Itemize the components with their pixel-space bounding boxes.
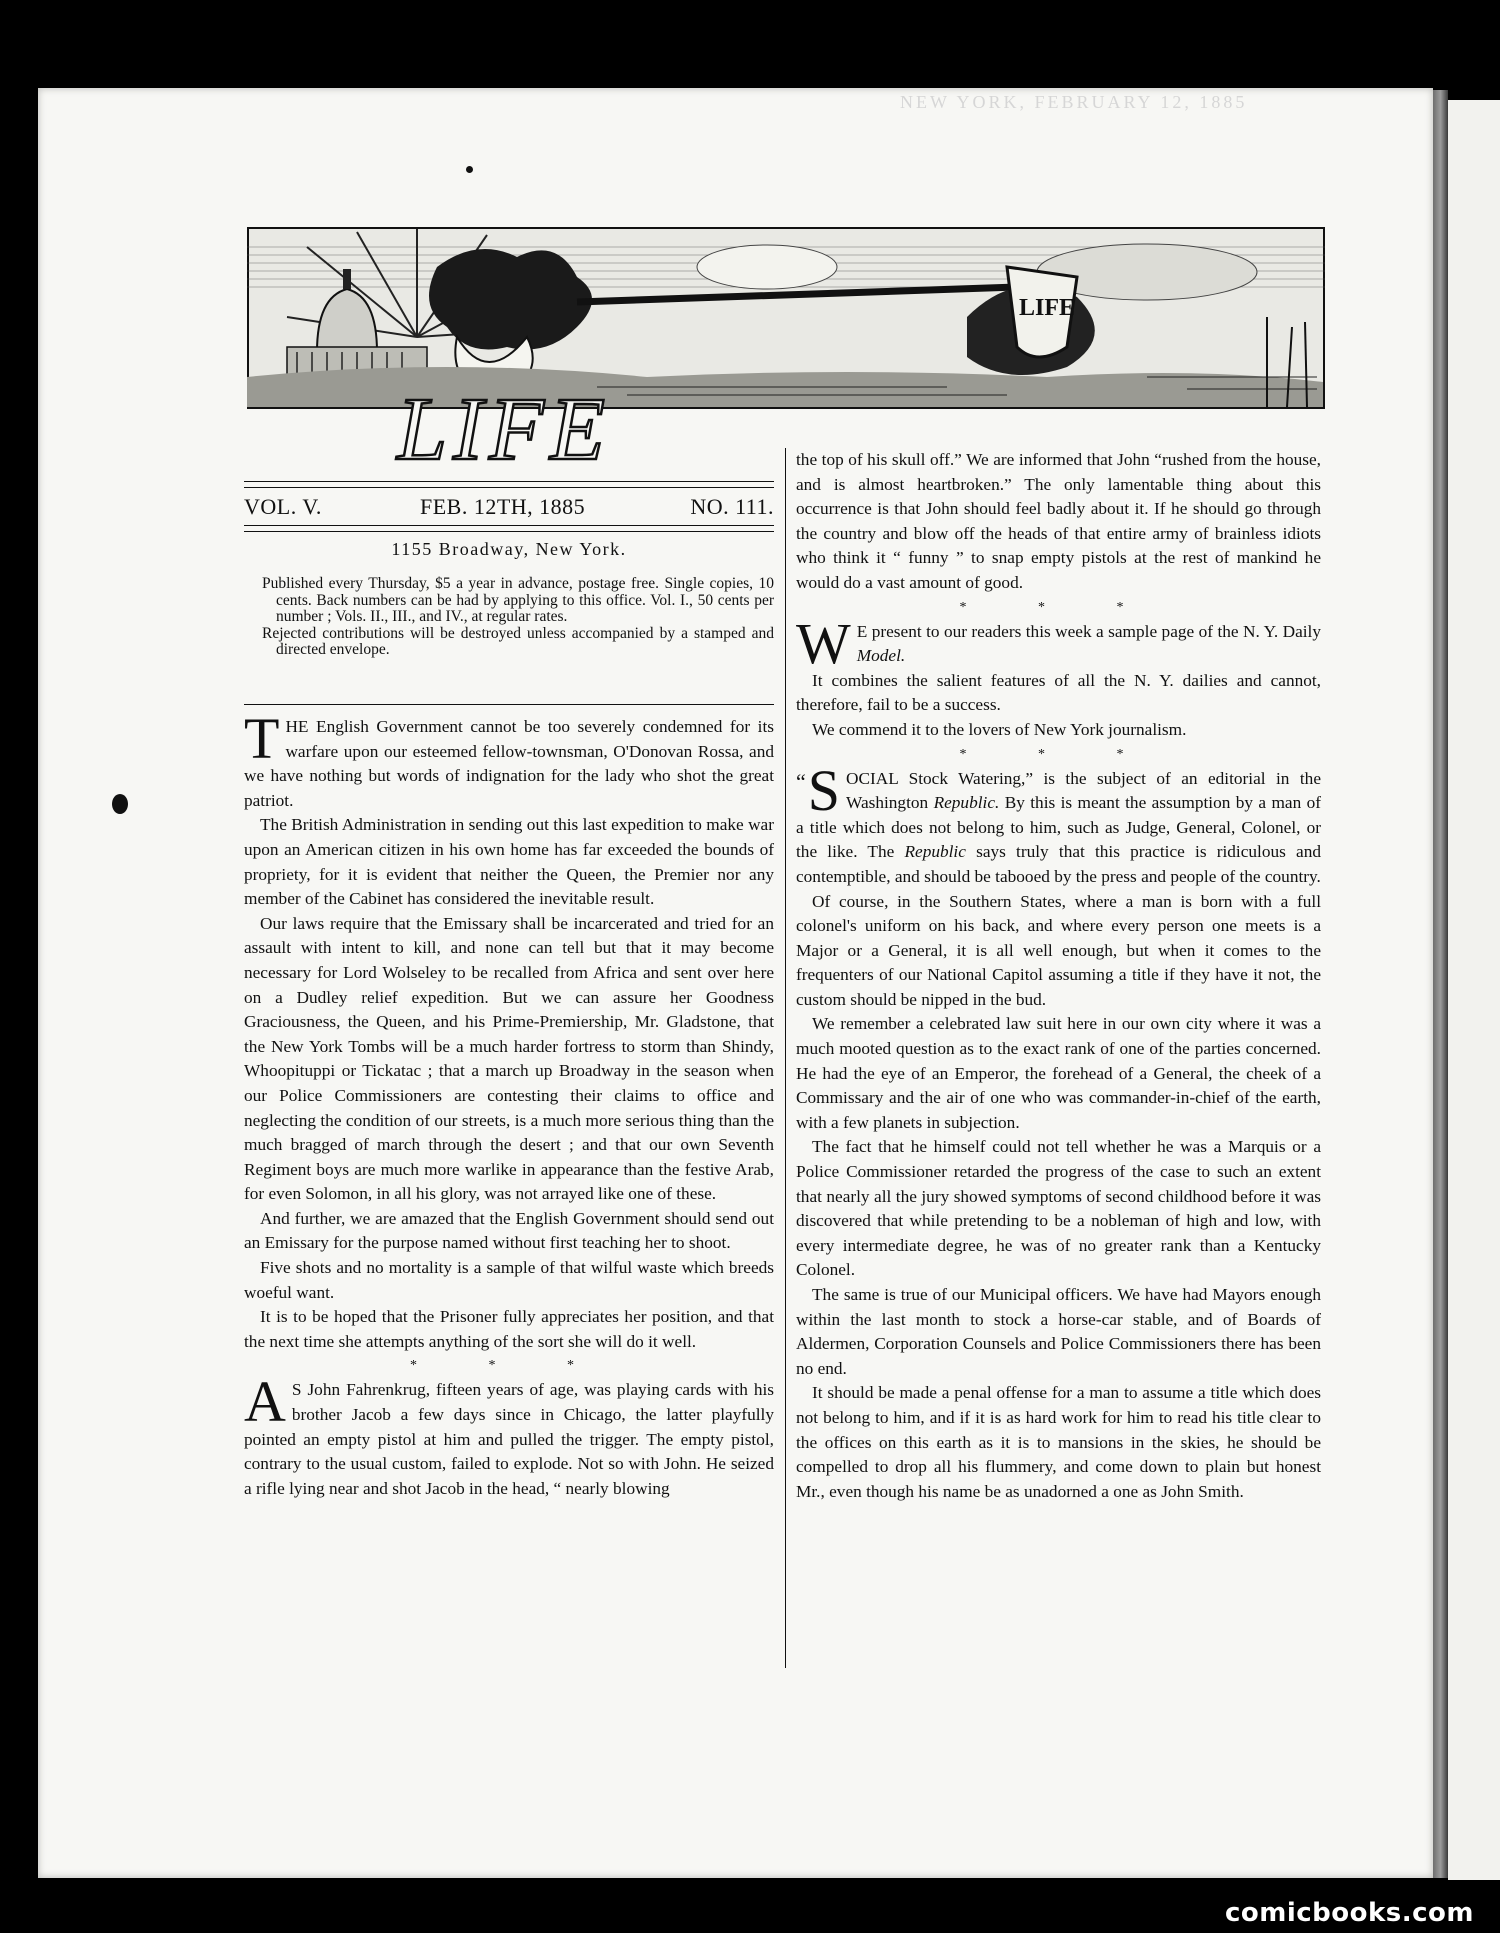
model-paragraph-3: We commend it to the lovers of New York journalism. <box>812 719 1187 739</box>
drop-cap-s: S <box>807 757 841 823</box>
left-column <box>244 706 774 1501</box>
life-logo: LIFE <box>397 380 611 465</box>
subscription-notice <box>262 576 774 659</box>
model-lead-text: E present to our readers this week a sample page of the N. Y. Daily <box>856 621 1321 641</box>
social-paragraph-same: The same is true of our Municipal officers. We have had Mayors enough within the last month to stock a horse-car stable, and of Boards of Aldermen, Corporation Counsels and Police Commissioners there has been no end. <box>796 1285 1321 1378</box>
masthead-rule-bottom-2 <box>244 531 774 532</box>
ink-blot <box>112 794 128 814</box>
masthead-rule-top-2 <box>244 487 774 488</box>
bleed-through-running-head: NEW YORK, FEBRUARY 12, 1885 <box>900 92 1248 112</box>
john-lead-text: S John Fahrenkrug, fifteen years of age, was playing cards with his brother Jacob a few days since in Chicago, the latter playfully pointed an empty pistol at him and pulled the trigger. The empty pistol, contrary to the usual custom, failed to explode. Not so with John. He seized a rifle lying near and shot Jacob in the head, “ nearly blowing <box>244 1380 774 1498</box>
right-column <box>796 448 1321 1504</box>
masthead-engraving <box>247 227 1325 465</box>
volume-label: VOL. V. <box>244 494 322 519</box>
section-separator: * * * <box>959 746 1158 762</box>
drop-cap-a: A <box>244 1369 286 1435</box>
john-article-lead <box>244 1369 774 1501</box>
rossa-paragraph-6: It is to be hoped that the Prisoner fully appreciates her position, and that the next time she attempts anything of the sort she will do it well. <box>244 1307 774 1351</box>
model-title: Model. <box>856 646 906 666</box>
social-lead-text-b: By this is meant the assumption by a man of a title which does not belong to him, such as Judge, General, Colonel, or the like. The <box>796 793 1321 862</box>
social-paragraph-penal: It should be made a penal offense for a man to assume a title which does not belong to him, and if it is as hard work for him to read his title clear to the offices on this earth as it is to mansions in the skies, he should be compelled to drop all his flummery, and come down to plain but honest Mr., even though his name be as unadorned a one as John Smith. <box>796 1383 1321 1501</box>
binding-hole-top <box>466 166 473 173</box>
social-paragraph-remember: We remember a celebrated law suit here in our own city where it was a much mooted question as to the exact rank of one of the parties concerned. He had the eye of an Emperor, the forehead of a General, the cheek of a Commissary and the air of one who was commander-in-chief of the earth, with a few planets in subjection. <box>796 1014 1321 1132</box>
shield-logo: LIFE <box>1019 295 1076 321</box>
issue-number: NO. 111. <box>690 494 774 519</box>
notice-terms: Published every Thursday, $5 a year in advance, postage free. Single copies, 10 cents. Back numbers can be had by applying to this office. Vol. I., 50 cents per number ; Vols. II., III., and IV., at regular rates. <box>262 575 774 625</box>
john-article-continued: the top of his skull off.” We are informed that John “rushed from the house, and is almost heartbroken.” The only lamentable thing about this occurrence is that John should feel badly about it. If he should go through the country and blow off the heads of that entire army of brainless idiots who think it “ funny ” to snap empty pistols at the rest of mankind he would do a vast amount of good. <box>796 450 1321 592</box>
drop-cap-w: W <box>796 610 851 676</box>
republic-title-2: Republic <box>904 842 966 862</box>
social-lead-text-a: OCIAL Stock Watering,” is the subject of an editorial in the Washington <box>846 768 1321 813</box>
republic-title-1: Republic. <box>933 793 1000 813</box>
model-paragraph-2: It combines the salient features of all the N. Y. dailies and cannot, therefore, fail to be a success. <box>796 670 1321 715</box>
column-divider <box>785 448 786 1668</box>
rossa-paragraph-4: And further, we are amazed that the English Government should send out an Emissary for the purpose named without first teaching her to shoot. <box>244 1208 774 1253</box>
issue-date: FEB. 12TH, 1885 <box>420 494 586 519</box>
adjacent-page-strip <box>1448 100 1500 1880</box>
social-lead-text-c: says truly that this practice is ridiculous and contemptible, and should be tabooed by the press and people of the country. <box>796 842 1321 886</box>
model-article-lead <box>796 610 1321 676</box>
social-article-lead <box>796 757 1321 890</box>
notice-rejected: Rejected contributions will be destroyed unless accompanied by a stamped and directed envelope. <box>262 624 774 658</box>
section-separator: * * * <box>410 1358 608 1374</box>
masthead-illustration <box>247 227 1325 465</box>
masthead-rule-bottom <box>244 525 774 526</box>
notice-rule <box>244 704 774 705</box>
rossa-paragraph-5: Five shots and no mortality is a sample of that wilful waste which breeds woeful want. <box>244 1258 774 1302</box>
opening-quote: “ <box>796 768 806 794</box>
site-watermark: comicbooks.com <box>1224 1898 1474 1928</box>
drop-cap-t: T <box>244 706 280 771</box>
publisher-address: 1155 Broadway, New York. <box>391 539 627 559</box>
social-paragraph-fact: The fact that he himself could not tell whether he was a Marquis or a Police Commissioner retarded the progress of the case to such an extent that nearly all the jury showed symptoms of second childhood before it was discovered that while pretending to be a nobleman of high and low, with every intermediate degree, he was of no greater rank than a Kentucky Colonel. <box>796 1137 1321 1280</box>
rossa-paragraph-2: The British Administration in sending out this last expedition to make war upon an American citizen in his own home has far exceeded the bounds of propriety, for it is evident that neither the Queen, the Premier nor any member of the Cabinet has considered the inevitable result. <box>244 815 774 909</box>
rossa-lead-text: HE English Government cannot be too severely condemned for its warfare upon our esteemed fellow-townsman, O'Donovan Rossa, and we have nothing but words of indignation for the lady who shot the great patriot. <box>244 717 774 810</box>
section-separator: * * * <box>959 599 1158 615</box>
rossa-article-lead <box>244 706 774 813</box>
rossa-paragraph-3: Our laws require that the Emissary shall be incarcerated and tried for an assault with intent to kill, and none can tell but that it may become necessary for Lord Wolseley to be recalled from Africa and sent over here on a Dudley relief expedition. But we can assure her Goodness Graciousness, the Queen, and his Prime-Premiership, Mr. Gladstone, that the New York Tombs will be a much harder fortress to storm than Shindy, Whoopituppi or Tickatac ; that a march up Broadway in the season when our Police Commissioners are contesting their claims to office and neglecting the condition of our streets, is a much more serious thing than the much bragged of march through the desert ; and that our own Seventh Regiment boys are much more warlike in appearance than the festive Arab, for even Solomon, in all his glory, was not arrayed like one of these. <box>244 913 774 1204</box>
masthead-rule-top <box>244 481 774 482</box>
social-paragraph-course: Of course, in the Southern States, where a man is born with a full colonel's uniform on his back, and where every person one meets is a Major or a General, it is all well enough, but when it comes to the frequenters of our National Capitol assuming a title if they have it not, the custom should be nipped in the bud. <box>796 891 1321 1009</box>
page-edge-shadow <box>1433 90 1448 1878</box>
masthead-line <box>244 494 774 528</box>
